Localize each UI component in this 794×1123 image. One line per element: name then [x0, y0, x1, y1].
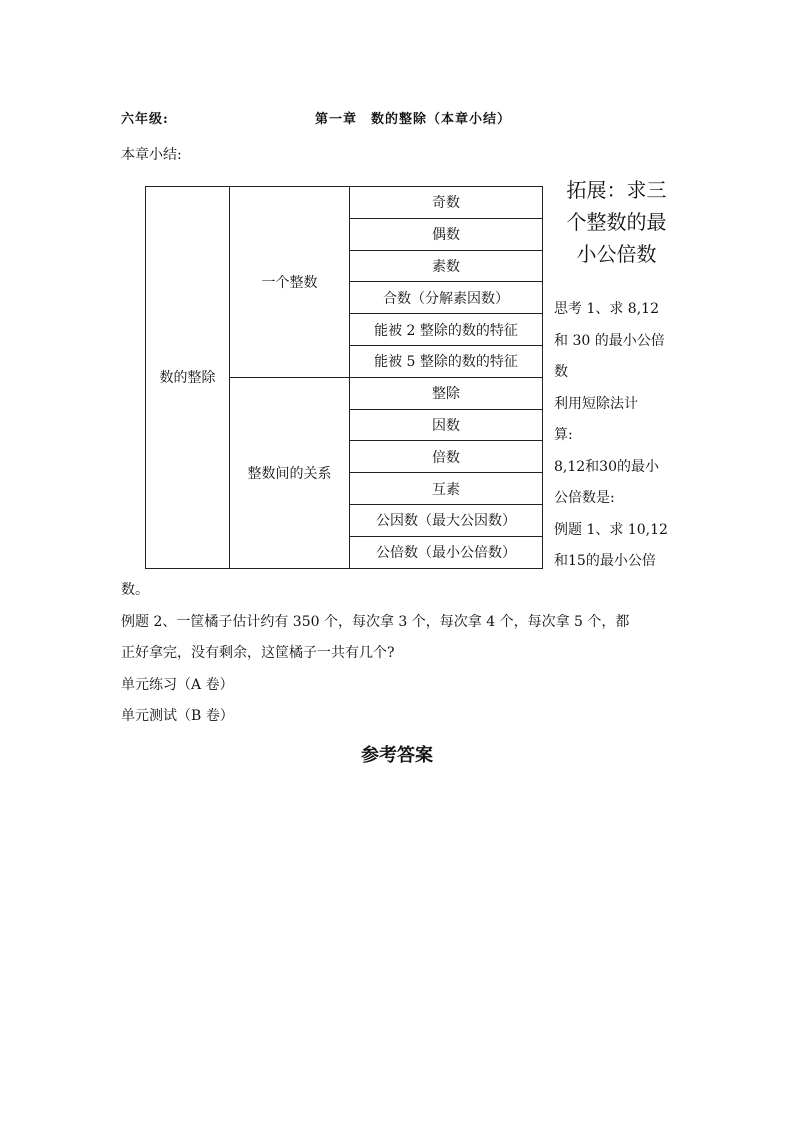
- grade-label: 六年级:: [121, 112, 169, 127]
- chapter-summary-table: [145, 186, 543, 569]
- table-group-cell: 一个整数: [230, 187, 350, 378]
- table-item-cell: 素数: [350, 250, 543, 282]
- table-root-cell: 数的整除: [146, 187, 230, 569]
- table-item-cell: 奇数: [350, 187, 543, 219]
- extension-line: 和15的最小公倍: [554, 553, 656, 569]
- summary-label: 本章小结:: [121, 147, 182, 163]
- table-item-cell: 因数: [350, 409, 543, 441]
- extension-title: [554, 174, 679, 270]
- table-item-cell: 能被 2 整除的数的特征: [350, 314, 543, 346]
- extension-line: 例题 1、求 10,12: [554, 521, 668, 538]
- table-item-cell: 合数（分解素因数）: [350, 282, 543, 314]
- example-2-line-2: 正好拿完，没有剩余，这筐橘子一共有几个?: [121, 645, 395, 661]
- extension-line: 公倍数是:: [554, 490, 615, 506]
- unit-test-label: 单元测试（B 卷）: [121, 708, 234, 724]
- table-row: [146, 187, 543, 219]
- table-group-cell: 整数间的关系: [230, 377, 350, 568]
- example-2-line-1: 例题 2、一筐橘子估计约有 350 个，每次拿 3 个，每次拿 4 个，每次拿 5 个，都: [121, 614, 630, 630]
- table-item-cell: 偶数: [350, 218, 543, 250]
- extension-title-line: 拓展：求三: [566, 178, 667, 202]
- extension-line: 和 30 的最小公倍: [554, 332, 665, 349]
- continuation-text: 数。: [121, 582, 149, 598]
- extension-line: 算:: [554, 427, 573, 443]
- table-item-cell: 公倍数（最小公倍数）: [350, 536, 543, 568]
- unit-practice-label: 单元练习（A 卷）: [121, 677, 234, 693]
- extension-line: 利用短除法计: [554, 395, 638, 412]
- table-item-cell: 互素: [350, 473, 543, 505]
- extension-title-line: 个整数的最: [566, 210, 667, 234]
- extension-text: [554, 294, 679, 578]
- extension-line: 思考 1、求 8,12: [554, 301, 659, 317]
- table-item-cell: 倍数: [350, 441, 543, 473]
- extension-line: 8,12和30的最小: [554, 458, 659, 475]
- table-item-cell: 能被 5 整除的数的特征: [350, 345, 543, 377]
- extension-line: 数: [554, 364, 568, 380]
- table-item-cell: 整除: [350, 377, 543, 409]
- table-item-cell: 公因数（最大公因数）: [350, 504, 543, 536]
- chapter-title: 第一章 数的整除（本章小结）: [315, 112, 512, 127]
- answers-title: 参考答案: [361, 745, 433, 766]
- extension-title-line: 小公倍数: [576, 242, 657, 266]
